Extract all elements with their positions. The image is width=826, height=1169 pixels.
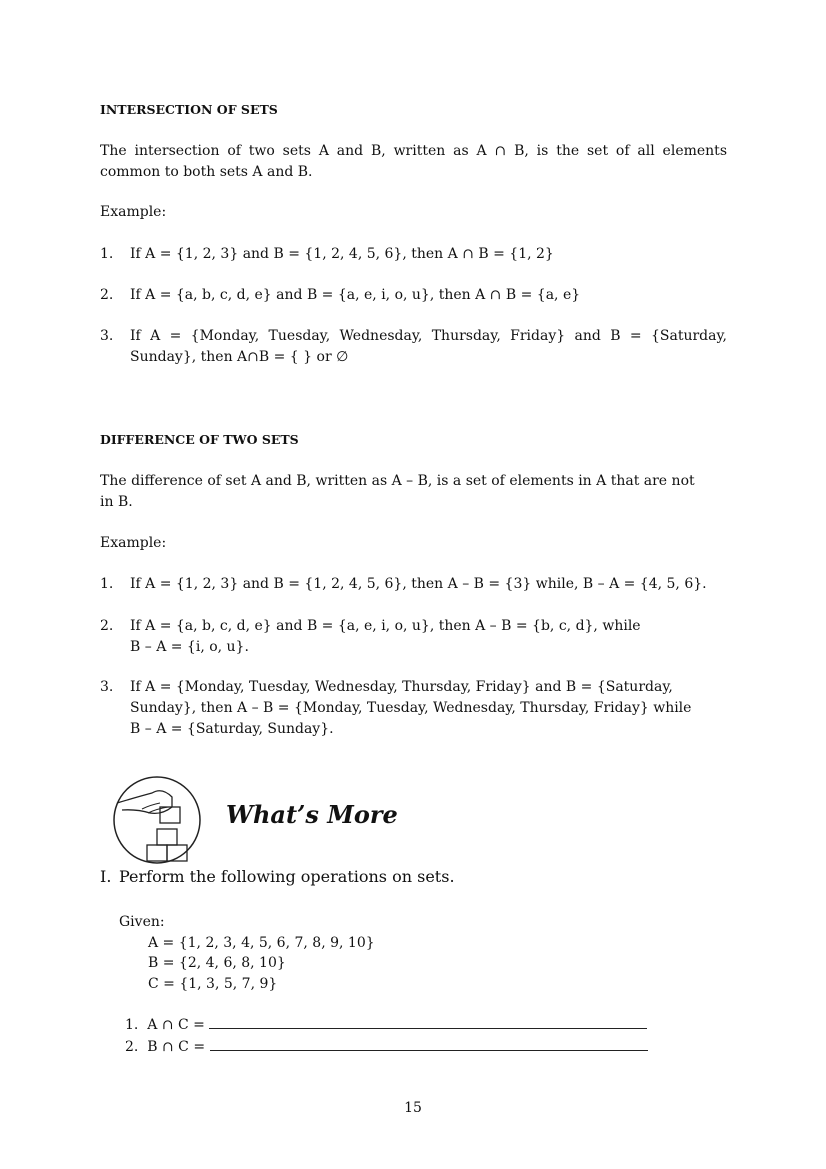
section-title: What’s More [226,800,398,829]
item-number: 2. [100,287,114,303]
given-label: Given: [119,914,165,930]
question-2 [125,1036,648,1057]
item-number: 1. [100,246,114,262]
example-item: If A = {Monday, Tuesday, Wednesday, Thursday, Friday} and B = {Saturday, [130,328,727,344]
question-expression: A ∩ C = [147,1017,205,1033]
question-number: 2. [125,1039,139,1055]
example-item: If A = {1, 2, 3} and B = {1, 2, 4, 5, 6}, then A – B = {3} while, B – A = {4, 5, 6}. [130,576,707,592]
instruction: Perform the following operations on sets. [119,867,455,886]
definition-line: common to both sets A and B. [100,164,313,180]
answer-blank[interactable] [209,1014,647,1029]
example-item: If A = {1, 2, 3} and B = {1, 2, 4, 5, 6}, then A ∩ B = {1, 2} [130,246,554,262]
given-set: A = {1, 2, 3, 4, 5, 6, 7, 8, 9, 10} [148,935,375,951]
definition-line: The difference of set A and B, written as A – B, is a set of elements in A that are not [100,473,695,489]
item-number: 2. [100,618,114,634]
example-item: Sunday}, then A∩B = { } or ∅ [130,349,349,365]
hand-stacking-blocks-icon [112,775,202,865]
example-item: B – A = {Saturday, Sunday}. [130,721,334,737]
example-item: If A = {a, b, c, d, e} and B = {a, e, i, o, u}, then A – B = {b, c, d}, while [130,618,641,634]
definition-line: The intersection of two sets A and B, written as A ∩ B, is the set of all elements [100,143,727,159]
item-number: 3. [100,328,114,344]
question-expression: B ∩ C = [147,1039,206,1055]
question-1 [125,1014,647,1035]
given-set: B = {2, 4, 6, 8, 10} [148,955,286,971]
example-label: Example: [100,535,167,551]
item-number: 1. [100,576,114,592]
example-item: B – A = {i, o, u}. [130,639,249,655]
given-set: C = {1, 3, 5, 7, 9} [148,976,278,992]
question-number: 1. [125,1017,139,1033]
page-number: 15 [404,1100,422,1116]
instruction-number: I. [100,867,112,886]
answer-blank[interactable] [210,1036,648,1051]
definition-line: in B. [100,494,133,510]
section-heading: INTERSECTION OF SETS [100,102,278,117]
example-item: If A = {a, b, c, d, e} and B = {a, e, i, o, u}, then A ∩ B = {a, e} [130,287,581,303]
section-heading: DIFFERENCE OF TWO SETS [100,432,299,447]
example-item: If A = {Monday, Tuesday, Wednesday, Thursday, Friday} and B = {Saturday, [130,679,673,695]
item-number: 3. [100,679,114,695]
example-item: Sunday}, then A – B = {Monday, Tuesday, Wednesday, Thursday, Friday} while [130,700,692,716]
example-label: Example: [100,204,167,220]
